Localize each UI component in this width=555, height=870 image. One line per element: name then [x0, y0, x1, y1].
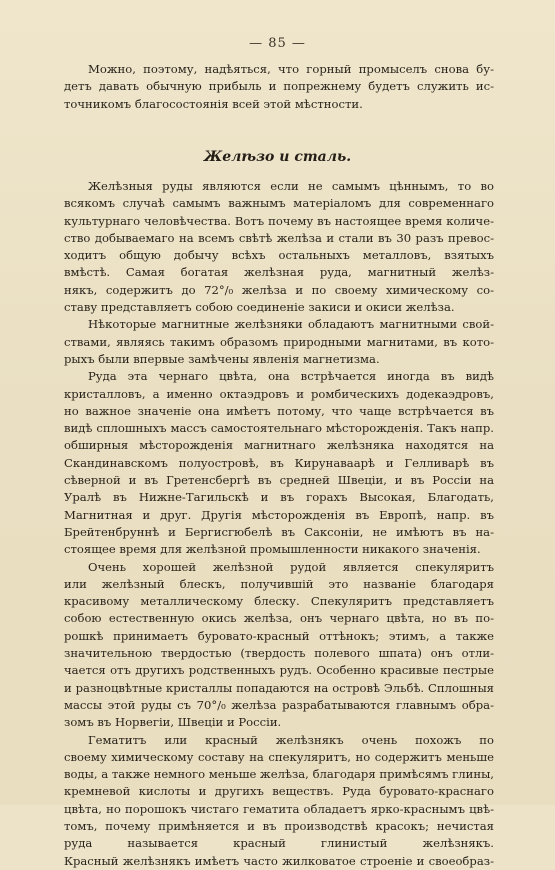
text-line: воды, а также немного меньше желѣза, благодаря примѣсямъ глины,	[64, 767, 494, 782]
text-line: красивому металлическому блеску. Спекуляритъ представляетъ	[64, 594, 494, 609]
text-line: ставу представляетъ собою соединеніе закиси и окиси желѣза.	[64, 300, 455, 315]
text-line: томъ, почему примѣняется и въ производствѣ красокъ; нечистая	[64, 818, 494, 833]
text-line: Можно, поэтому, надѣяться, что горный промыселъ снова бу-	[88, 62, 494, 76]
text-line: точникомъ благосостоянія всей этой мѣстности.	[64, 96, 363, 111]
text-line: вмѣстѣ. Самая богатая желѣзная руда, магнитный желѣз-	[64, 265, 494, 280]
text-line: Руда эта чернаго цвѣта, она встрѣчается иногда въ видѣ	[88, 369, 494, 384]
text-line: обширныя мѣсторожденія магнитнаго желѣзняка находятся на	[64, 438, 494, 453]
text-line: Магнитная и друг. Другія мѣсторожденія въ Европѣ, напр. въ	[64, 507, 494, 522]
section-heading: Желѣзо и сталь.	[203, 149, 352, 165]
text-line: значительною твердостью (твердость полевого шпата) онъ отли-	[64, 646, 494, 661]
text-line: культурнаго человѣчества. Вотъ почему въ настоящее время количе-	[64, 213, 494, 228]
text-line: зомъ въ Норвегіи, Швеціи и Россіи.	[64, 715, 282, 730]
section-body	[64, 178, 494, 870]
text-line: кремневой кислоты и другихъ веществъ. Руда буровато-краснаго	[64, 784, 494, 799]
text-line: рошкѣ принимаетъ буровато-красный оттѣнокъ; этимъ, а также	[64, 628, 494, 643]
text-line: Очень хорошей желѣзной рудой является спекуляритъ	[88, 559, 494, 574]
text-line: детъ давать обычную прибыль и попрежнему будетъ служить ис-	[64, 79, 494, 94]
text-line: ство добываемаго на всемъ свѣтѣ желѣза и стали въ 30 разъ превос-	[64, 230, 494, 245]
text-line: стоящее время для желѣзной промышленности никакого значенія.	[64, 542, 481, 557]
text-line: или желѣзный блескъ, получившій это названіе благодаря	[64, 576, 494, 591]
text-line: и разноцвѣтные кристаллы попадаются на островѣ Эльбѣ. Сплошныя	[64, 680, 494, 695]
text-line: руда называется красный глинистый желѣзнякъ.	[64, 836, 494, 851]
text-line: сѣверной и въ Гретенсбергѣ въ средней Швеціи, и въ Россіи на	[64, 473, 494, 488]
text-line: всякомъ случаѣ самымъ важнымъ матеріаломъ для современнаго	[64, 196, 494, 211]
text-line: ствами, являясь такимъ образомъ природными магнитами, въ кото-	[64, 334, 494, 349]
text-line: ходитъ общую добычу всѣхъ остальныхъ металловъ, взятыхъ	[64, 248, 494, 263]
text-line: Красный желѣзнякъ имѣетъ часто жилковатое строеніе и своеобраз-	[64, 853, 494, 868]
page-number: — 85 —	[249, 36, 306, 51]
text-line: Брейтенбруннѣ и Бергисгюбелѣ въ Саксоніи, не имѣютъ въ на-	[64, 524, 494, 539]
text-line: рыхъ были впервые замѣчены явленія магнетизма.	[64, 351, 380, 366]
text-line: Гематитъ или красный желѣзнякъ очень похожъ по	[88, 732, 494, 747]
text-line: своему химическому составу на спекуляритъ, но содержитъ меньше	[64, 749, 494, 764]
text-line: но важное значеніе она имѣетъ потому, что чаще встрѣчается въ	[64, 403, 494, 418]
text-line: Желѣзныя руды являются если не самымъ цѣннымъ, то во	[88, 179, 494, 193]
text-line: някъ, содержитъ до 72°/₀ желѣза и по своему химическому со-	[64, 282, 494, 297]
text-line: видѣ сплошныхъ массъ самостоятельнаго мѣсторожденія. Такъ напр.	[64, 421, 494, 436]
text-line: чается отъ другихъ родственныхъ рудъ. Особенно красивые пестрые	[64, 663, 494, 678]
text-line: Скандинавскомъ полуостровѣ, въ Кирунаваарѣ и Гелливарѣ въ	[64, 455, 494, 470]
text-line: кристалловъ, а именно октаэдровъ и ромбическихъ додекаэдровъ,	[64, 386, 494, 401]
text-line: цвѣта, но порошокъ чистаго гематита обладаетъ ярко-краснымъ цвѣ-	[64, 801, 494, 816]
intro-paragraph	[64, 61, 494, 113]
text-line: Нѣкоторые магнитные желѣзняки обладаютъ магнитными свой-	[88, 317, 494, 332]
text-line: собою естественную окись желѣза, онъ чернаго цвѣта, но въ по-	[64, 611, 494, 626]
text-line: массы этой руды съ 70°/₀ желѣза разрабатываются главнымъ обра-	[64, 697, 494, 712]
text-line: Уралѣ въ Нижне-Тагильскѣ и въ горахъ Высокая, Благодать,	[64, 490, 494, 505]
